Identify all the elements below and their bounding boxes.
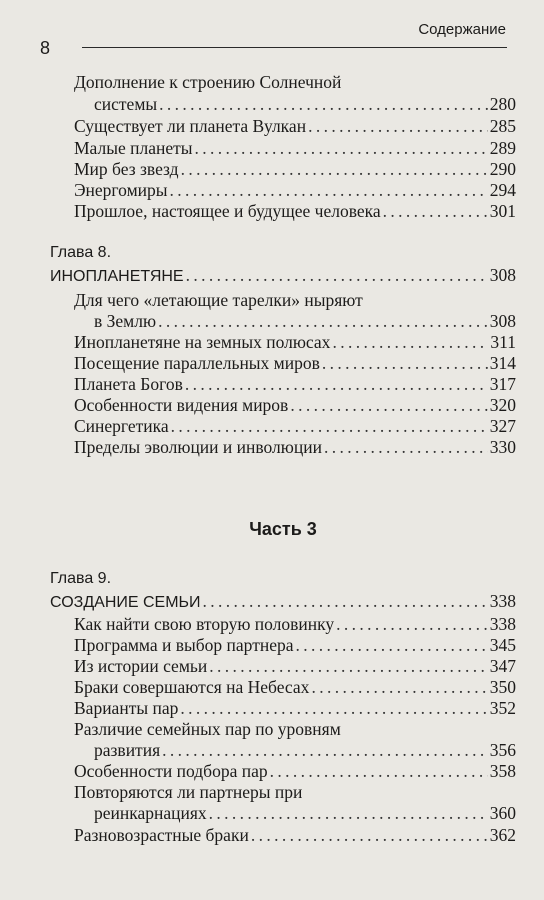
table-of-contents [50,0,516,900]
toc-entry: Посещение параллельных миров . . . 314 [50,351,516,375]
toc-entry: Браки совершаются на Небесах . . . 350 [50,675,516,699]
running-header-title: Содержание [418,21,506,38]
toc-entry: системы . . . 280 [50,92,516,116]
toc-entry: Особенности подбора пар . . . 358 [50,759,516,783]
toc-entry: Как найти свою вторую половинку . . . 338 [50,612,516,636]
toc-entry: Программа и выбор партнера . . . 345 [50,633,516,657]
chapter-title-entry: СОЗДАНИЕ СЕМЬИ . . . 338 [50,589,516,613]
toc-entry: Для чего «летающие тарелки» ныряют [74,290,363,310]
part-heading: Часть 3 [249,519,317,539]
toc-entry: Малые планеты . . . 289 [50,136,516,160]
toc-entry: Прошлое, настоящее и будущее человека . . . 301 [50,199,516,223]
toc-entry: Из истории семьи . . . 347 [50,654,516,678]
chapter-title-entry: ИНОПЛАНЕТЯНЕ . . . 308 [50,263,516,287]
page-number: 8 [40,38,51,58]
chapter-heading: Глава 8. [50,244,112,261]
toc-entry: Синергетика . . . 327 [50,414,516,438]
toc-entry: Разновозрастные браки . . . 362 [50,823,516,847]
toc-entry: Дополнение к строению Солнечной [74,72,342,92]
toc-entry: Существует ли планета Вулкан . . . 285 [50,114,516,138]
toc-entry: развития . . . 356 [50,738,516,762]
toc-entry: в Землю . . . 308 [50,309,516,333]
toc-entry: Энергомиры . . . 294 [50,178,516,202]
toc-entry: Повторяются ли партнеры при [74,782,303,802]
toc-entry: Инопланетяне на земных полюсах . . . 311 [50,330,516,354]
toc-entry: Особенности видения миров . . . 320 [50,393,516,417]
toc-entry: реинкарнациях . . . 360 [50,801,516,825]
toc-entry: Мир без звезд . . . 290 [50,157,516,181]
toc-entry: Пределы эволюции и инволюции . . . 330 [50,435,516,459]
toc-entry: Планета Богов . . . 317 [50,372,516,396]
toc-entry: Различие семейных пар по уровням [74,719,341,739]
toc-entry: Варианты пар . . . 352 [50,696,516,720]
chapter-heading: Глава 9. [50,570,112,587]
